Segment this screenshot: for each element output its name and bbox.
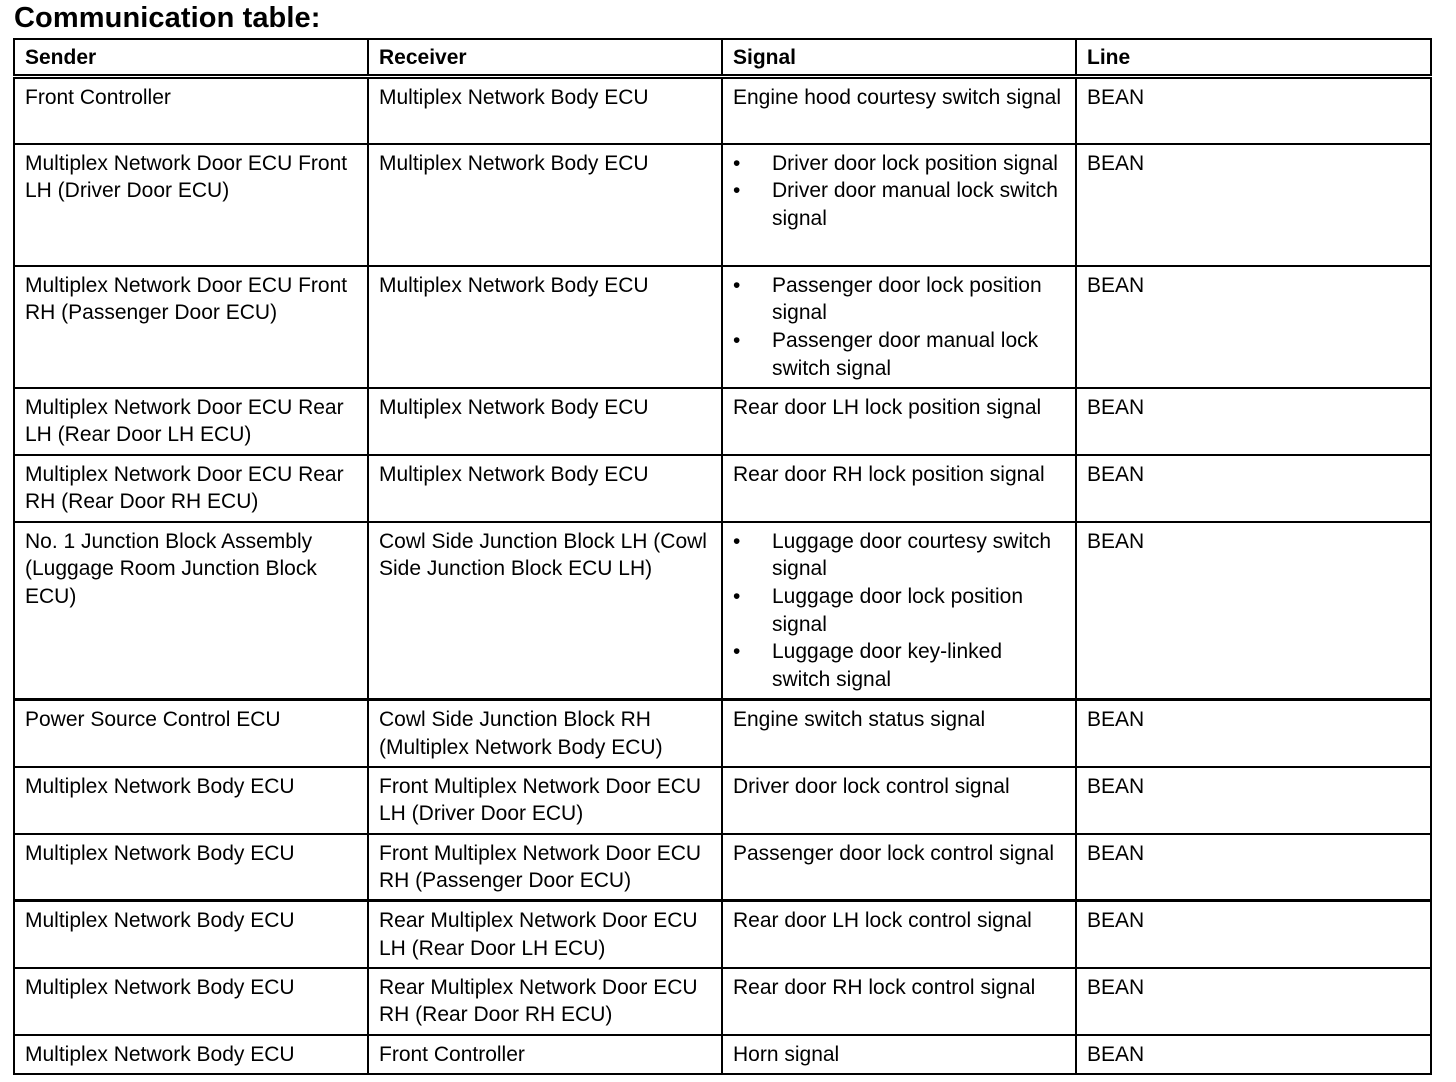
signal-cell	[722, 522, 1076, 700]
table-row	[14, 901, 1431, 968]
sender-cell: Multiplex Network Door ECU Rear LH (Rear Door LH ECU)	[14, 388, 368, 455]
signal-cell: Rear door LH lock position signal	[722, 388, 1076, 455]
line-cell: BEAN	[1076, 968, 1431, 1035]
signal-list-item: • Luggage door lock position signal	[733, 583, 1065, 638]
column-header-receiver: Receiver	[368, 39, 722, 77]
table-row	[14, 388, 1431, 455]
sender-cell: Multiplex Network Body ECU	[14, 834, 368, 901]
table-row	[14, 834, 1431, 901]
column-header-sender: Sender	[14, 39, 368, 77]
table-row	[14, 522, 1431, 700]
table-row	[14, 767, 1431, 834]
line-cell: BEAN	[1076, 1035, 1431, 1074]
sender-cell: Front Controller	[14, 77, 368, 144]
receiver-cell: Multiplex Network Body ECU	[368, 144, 722, 266]
signal-list-item: • Luggage door key-linked switch signal	[733, 638, 1065, 693]
table-row	[14, 144, 1431, 266]
table-row	[14, 968, 1431, 1035]
communication-table	[13, 38, 1432, 1075]
sender-cell: Multiplex Network Body ECU	[14, 1035, 368, 1074]
signal-list	[733, 528, 1065, 694]
signal-cell: Rear door LH lock control signal	[722, 901, 1076, 968]
table-row	[14, 700, 1431, 767]
sender-cell: Multiplex Network Body ECU	[14, 968, 368, 1035]
signal-cell: Engine hood courtesy switch signal	[722, 77, 1076, 144]
line-cell: BEAN	[1076, 455, 1431, 522]
signal-cell	[722, 266, 1076, 388]
column-header-signal: Signal	[722, 39, 1076, 77]
receiver-cell: Multiplex Network Body ECU	[368, 388, 722, 455]
sender-cell: Multiplex Network Door ECU Front LH (Driver Door ECU)	[14, 144, 368, 266]
sender-cell: Multiplex Network Body ECU	[14, 901, 368, 968]
signal-cell: Engine switch status signal	[722, 700, 1076, 767]
table-header-row	[14, 39, 1431, 77]
column-header-line: Line	[1076, 39, 1431, 77]
line-cell: BEAN	[1076, 144, 1431, 266]
signal-list-item: • Driver door manual lock switch signal	[733, 177, 1065, 232]
table-row	[14, 455, 1431, 522]
receiver-cell: Rear Multiplex Network Door ECU RH (Rear Door RH ECU)	[368, 968, 722, 1035]
sender-cell: Multiplex Network Door ECU Rear RH (Rear Door RH ECU)	[14, 455, 368, 522]
receiver-cell: Front Multiplex Network Door ECU LH (Driver Door ECU)	[368, 767, 722, 834]
receiver-cell: Cowl Side Junction Block RH (Multiplex Network Body ECU)	[368, 700, 722, 767]
receiver-cell: Multiplex Network Body ECU	[368, 455, 722, 522]
line-cell: BEAN	[1076, 901, 1431, 968]
line-cell: BEAN	[1076, 77, 1431, 144]
page-title: Communication table:	[14, 2, 321, 34]
signal-list	[733, 150, 1065, 233]
signal-cell: Horn signal	[722, 1035, 1076, 1074]
receiver-cell: Front Controller	[368, 1035, 722, 1074]
line-cell: BEAN	[1076, 767, 1431, 834]
line-cell: BEAN	[1076, 266, 1431, 388]
signal-list-item: • Driver door lock position signal	[733, 150, 1065, 178]
signal-list-item: • Luggage door courtesy switch signal	[733, 528, 1065, 583]
signal-list-item: • Passenger door manual lock switch signal	[733, 327, 1065, 382]
sender-cell: Multiplex Network Body ECU	[14, 767, 368, 834]
line-cell: BEAN	[1076, 834, 1431, 901]
signal-list	[733, 272, 1065, 383]
sender-cell: Power Source Control ECU	[14, 700, 368, 767]
signal-cell	[722, 144, 1076, 266]
signal-list-item: • Passenger door lock position signal	[733, 272, 1065, 327]
signal-cell: Rear door RH lock control signal	[722, 968, 1076, 1035]
signal-cell: Rear door RH lock position signal	[722, 455, 1076, 522]
receiver-cell: Multiplex Network Body ECU	[368, 266, 722, 388]
table-row	[14, 77, 1431, 144]
sender-cell: No. 1 Junction Block Assembly (Luggage Room Junction Block ECU)	[14, 522, 368, 700]
line-cell: BEAN	[1076, 388, 1431, 455]
receiver-cell: Cowl Side Junction Block LH (Cowl Side Junction Block ECU LH)	[368, 522, 722, 700]
receiver-cell: Front Multiplex Network Door ECU RH (Passenger Door ECU)	[368, 834, 722, 901]
line-cell: BEAN	[1076, 700, 1431, 767]
table-row	[14, 266, 1431, 388]
receiver-cell: Multiplex Network Body ECU	[368, 77, 722, 144]
signal-cell: Driver door lock control signal	[722, 767, 1076, 834]
receiver-cell: Rear Multiplex Network Door ECU LH (Rear Door LH ECU)	[368, 901, 722, 968]
line-cell: BEAN	[1076, 522, 1431, 700]
table-row	[14, 1035, 1431, 1074]
signal-cell: Passenger door lock control signal	[722, 834, 1076, 901]
sender-cell: Multiplex Network Door ECU Front RH (Passenger Door ECU)	[14, 266, 368, 388]
